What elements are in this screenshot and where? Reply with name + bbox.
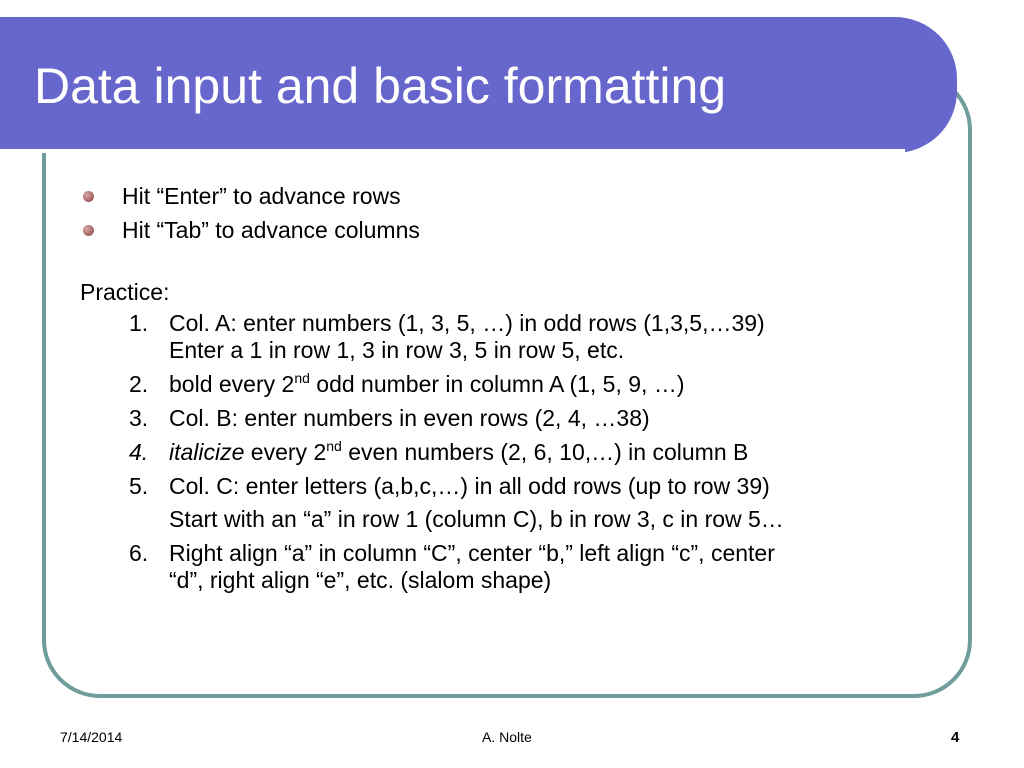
slide-body <box>80 180 950 601</box>
step-number: 6. <box>129 540 149 566</box>
step-text-line1: Right align “a” in column “C”, center “b,” left align “c”, center <box>169 540 775 566</box>
title-underline-rule <box>0 149 905 153</box>
practice-step-5 <box>129 473 950 533</box>
step-number: 3. <box>129 405 149 431</box>
step-number: 5. <box>129 473 149 499</box>
step-text-cont: odd number in column A (1, 5, 9, …) <box>309 371 685 397</box>
step-number: 1. <box>129 310 149 336</box>
bullet-dot-icon <box>83 225 94 236</box>
footer-author: A. Nolte <box>482 729 532 745</box>
step-text-cont: even numbers (2, 6, 10,…) in column B <box>341 439 749 465</box>
step-text: every 2 <box>244 439 327 465</box>
step-text-line2: Enter a 1 in row 1, 3 in row 3, 5 in row 5, etc. <box>169 337 625 363</box>
ordinal-suffix: nd <box>326 438 342 454</box>
practice-steps-list <box>129 310 950 594</box>
step-text: bold every 2 <box>169 371 295 397</box>
practice-step-6 <box>129 540 950 594</box>
practice-label: Practice: <box>80 279 170 305</box>
title-bar <box>0 17 957 153</box>
bullet-text: Hit “Enter” to advance rows <box>122 183 401 209</box>
bullet-dot-icon <box>83 191 94 202</box>
step-text-line2: “d”, right align “e”, etc. (slalom shape) <box>169 567 552 593</box>
bullet-item <box>80 214 950 248</box>
bullet-list <box>80 180 950 248</box>
step-text: Col. B: enter numbers in even rows (2, 4, …38) <box>169 405 650 431</box>
italic-word: italicize <box>169 439 245 465</box>
practice-step-1 <box>129 310 950 364</box>
bullet-text: Hit “Tab” to advance columns <box>122 217 420 243</box>
ordinal-suffix: nd <box>294 370 310 386</box>
footer-page-number: 4 <box>951 729 960 746</box>
step-number: 2. <box>129 371 149 397</box>
step-text-line1: Col. A: enter numbers (1, 3, 5, …) in odd rows (1,3,5,…39) <box>169 310 765 336</box>
step-number: 4. <box>129 439 149 465</box>
practice-step-2 <box>129 371 950 398</box>
practice-step-4 <box>129 439 950 466</box>
slide-title: Data input and basic formatting <box>34 58 727 114</box>
practice-step-3 <box>129 405 950 432</box>
step-text-line2: Start with an “a” in row 1 (column C), b in row 3, c in row 5… <box>169 506 784 532</box>
bullet-item <box>80 180 950 214</box>
footer-date: 7/14/2014 <box>60 729 123 745</box>
step-text-line1: Col. C: enter letters (a,b,c,…) in all odd rows (up to row 39) <box>169 473 770 499</box>
